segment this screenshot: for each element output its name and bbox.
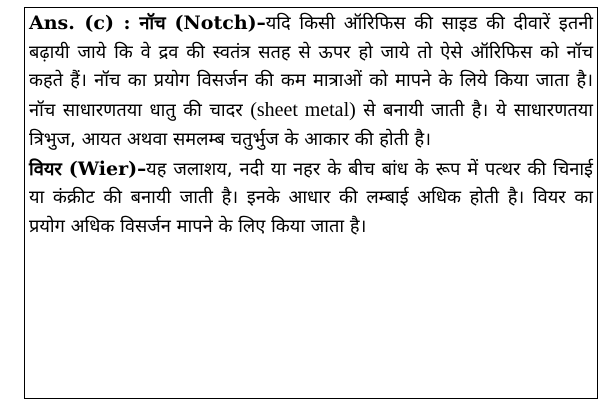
notch-dash: – xyxy=(256,13,266,34)
notch-text-1: यदि किसी ऑरिफिस की साइड की दीवारें इतनी बढ़ायी जाये कि वे द्रव की स्वतंत्र सतह से ऊपर हो जाये तो ऐसे ऑरिफिस को नॉच कहते हैं। नॉच का प्रयोग विसर्जन की कम मात्राओं को मापने के लिये किया जाता है। नॉच साधारणतया धातु की चादर xyxy=(29,13,593,122)
notch-term-english: (Notch) xyxy=(174,12,257,34)
weir-paragraph xyxy=(29,155,593,242)
answer-label: Ans. (c) : xyxy=(29,12,131,34)
weir-term-english: (Wier) xyxy=(68,157,138,180)
answer-box xyxy=(24,7,598,399)
notch-sheet-metal: (sheet metal) xyxy=(250,99,356,122)
weir-term-hindi: वियर xyxy=(29,158,62,180)
notch-text-2: से बनायी जाती है। ये साधारणतया त्रिभुज, आयत अथवा समलम्ब चतुर्भुज के आकार की होती है। xyxy=(29,100,593,150)
notch-term-hindi: नॉच xyxy=(139,13,166,34)
notch-paragraph xyxy=(29,9,593,155)
weir-text: यह जलाशय, नदी या नहर के बीच बांध के रूप में पत्थर की चिनाई या कंक्रीट की बनायी जाती है। इनके आधार की लम्बाई अधिक होती है। वियर का प्रयोग अधिक विसर्जन मापने के लिए किया जाता है। xyxy=(29,158,593,237)
weir-dash: – xyxy=(137,158,147,180)
